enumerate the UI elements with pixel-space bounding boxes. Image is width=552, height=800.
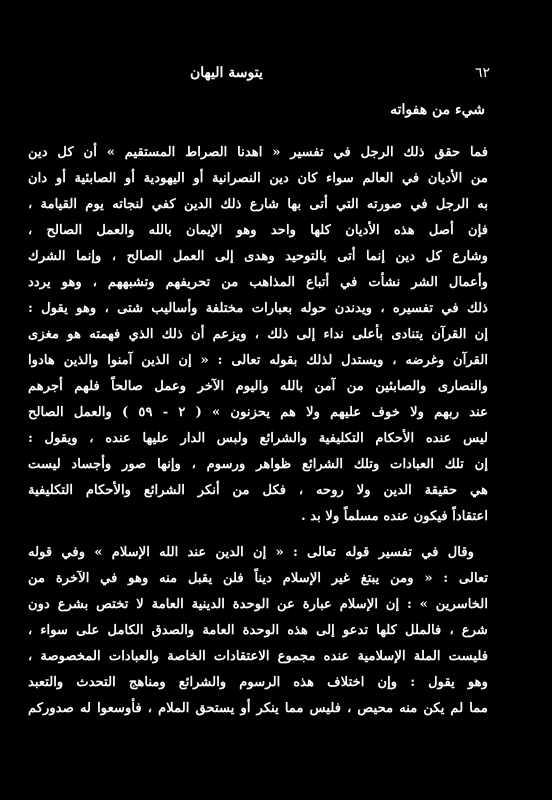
text-line: إن القرآن يتنادى بأعلى نداء إلى ذلك ، ويزعم أن ذلك الذي فهمته هو مغزى [28, 327, 488, 342]
text-line: وهو يقول : وإن اختلاف هذه الرسوم والشرائع ومناهج التحدث والتعبد [28, 675, 488, 690]
running-title: يتوسة اليهان [190, 65, 263, 81]
page-number: ٦٢ [474, 65, 490, 81]
text-line: وأعمال الشر نشأت في أتباع المذاهب من تحريفهم وتشبههم ، وهو يردد [28, 275, 488, 290]
text-line: شرع ، فالملل كلها تدعو إلى هذه الوحدة العامة والصدق الكامل على سواء ، [28, 623, 488, 638]
text-line: فإن أصل هذه الأديان كلها واحد وهو الإيمان بالله والعمل الصالح ، [28, 223, 488, 238]
text-line: مما لم يكن منه محيص ، فليس مما ينكر أو يستحق الملام ، فأوسعوا له صدوركم [28, 701, 488, 716]
text-line: هي حقيقة الدين ولا روحه ، فكل من أنكر الشرائع والأحكام التكليفية [28, 483, 488, 498]
text-line: تعالى : « ومن يبتغ غير الإسلام ديناً فلن يقبل منه وهو في الآخرة من [28, 571, 488, 586]
text-line: الخاسرين » : إن الإسلام عبارة عن الوحدة الدينية العامة لا تختص بشرع دون [28, 597, 488, 612]
text-line: ذلك في تفسيره ، ويدندن حوله بعبارات مختلفة وأساليب شتى ، وهو يقول : [28, 301, 488, 316]
text-line: به الرجل في صورته التي أتى بها شارع ذلك الدين كفي لنجاته يوم القيامة ، [28, 197, 488, 212]
text-line: القرآن وغرضه ، ويستدل لذلك بقوله تعالى : « إن الذين آمنوا والذين هادوا [28, 353, 488, 368]
section-heading: شيء من هفواته [390, 102, 485, 118]
text-line: وقال في تفسير قوله تعالى : « إن الدين عند الله الإسلام » وفي قوله [28, 545, 474, 560]
text-line: وشارع كل دين إنما أتى بالتوحيد وهدى إلى العمل الصالح ، وإنما الشرك [28, 249, 488, 264]
text-line: فليست الملة الإسلامية عنده مجموع الاعتقادات الخاصة والعبادات المخصوصة ، [28, 649, 488, 664]
text-line: من الأديان في العالم سواء كان دين النصرانية أو اليهودية أو الصابئية أو دان [28, 171, 488, 186]
text-line: ليس عنده الأحكام التكليفية والشرائع ولبس الدار عليها عنده ، ويقول : [28, 431, 488, 446]
text-line: عند ربهم ولا خوف عليهم ولا هم يحزنون » ( ٢ - ٥٩ ) والعمل الصالح [28, 405, 488, 420]
text-line: فما حقق ذلك الرجل في تفسير « اهدنا الصراط المستقيم » أن كل دين [28, 145, 488, 160]
text-line: والنصارى والصابئين من آمن بالله واليوم الآخر وعمل صالحاً فلهم أجرهم [28, 379, 488, 394]
text-line: إن تلك العبادات وتلك الشرائع ظواهر ورسوم ، وإنها صور وأجساد ليست [28, 457, 488, 472]
text-line: اعتقاداً فيكون عنده مسلماً ولا بد . [301, 509, 488, 524]
